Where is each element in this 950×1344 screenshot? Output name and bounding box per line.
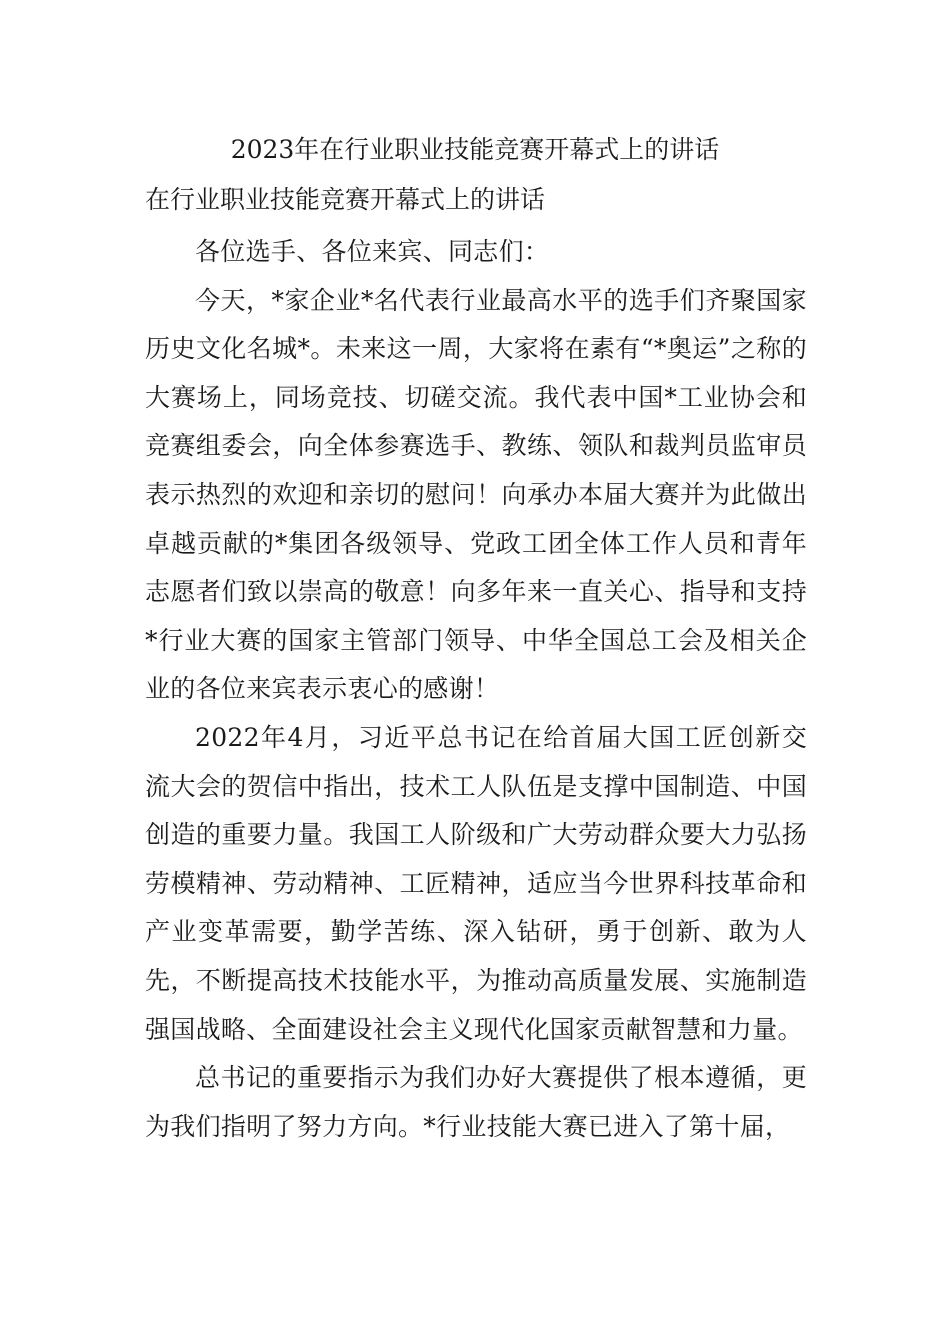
document-body bbox=[145, 228, 807, 1151]
body-paragraph: 总书记的重要指示为我们办好大赛提供了根本遵循，更为我们指明了努力方向。*行业技能大赛已进入了第十届， bbox=[145, 1063, 807, 1141]
salutation-paragraph: 各位选手、各位来宾、同志们： bbox=[195, 237, 550, 266]
body-paragraph: 今天，*家企业*名代表行业最高水平的选手们齐聚国家历史文化名城*。未来这一周，大家将在素有“*奥运”之称的大赛场上，同场竞技、切磋交流。我代表中国*工业协会和竞赛组委会，向全体参赛选手、教练、领队和裁判员监审员表示热烈的欢迎和亲切的慰问！向承办本届大赛并为此做出卓越贡献的*集团各级领导、党政工团全体工作人员和青年志愿者们致以崇高的敬意！向多年来一直关心、指导和支持*行业大赛的国家主管部门领导、中华全国总工会及相关企业的各位来宾表示衷心的感谢！ bbox=[145, 285, 807, 704]
document-subtitle: 在行业职业技能竞赛开幕式上的讲话 bbox=[145, 185, 546, 214]
body-paragraph: 2022年4月，习近平总书记在给首届大国工匠创新交流大会的贺信中指出，技术工人队伍是支撑中国制造、中国创造的重要力量。我国工人阶级和广大劳动群众要大力弘扬劳模精神、劳动精神、工匠精神，适应当今世界科技革命和产业变革需要，勤学苦练、深入钻研，勇于创新、敢为人先，不断提高技术技能水平，为推动高质量发展、实施制造强国战略、全面建设社会主义现代化国家贡献智慧和力量。 bbox=[145, 722, 807, 1044]
document-title: 2023年在行业职业技能竞赛开幕式上的讲话 bbox=[230, 135, 720, 164]
